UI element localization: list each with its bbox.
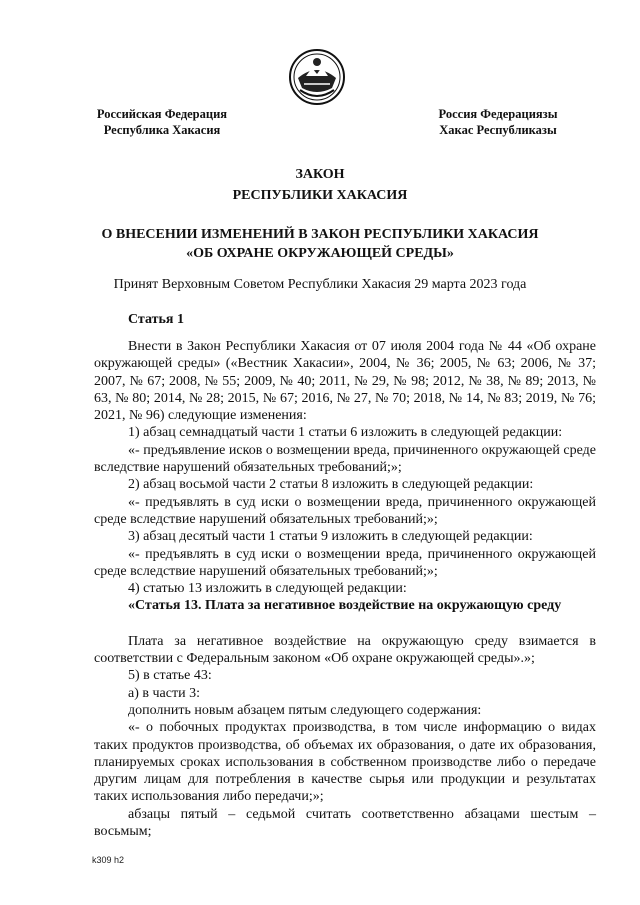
paragraph: «- предъявлять в суд иски о возмещении вреда, причиненного окружающей среде вследствие нарушений обязательных требований;»;	[94, 494, 596, 527]
paragraph: 5) в статье 43:	[128, 668, 212, 684]
coat-of-arms-emblem	[288, 48, 346, 106]
paragraph: дополнить новым абзацем пятым следующего содержания:	[128, 702, 482, 718]
header-right-line-1: Россия Федерациязы	[438, 107, 558, 121]
paragraph: Плата за негативное воздействие на окружающую среду взимается в соответствии с Федеральным законом «Об охране окружающей среды».»;	[94, 633, 596, 667]
paragraph: «- предъявлять в суд иски о возмещении вреда, причиненного окружающей среде вследствие нарушений обязательных требований;»;	[94, 546, 596, 579]
paragraph: 2) абзац восьмой части 2 статьи 8 изложить в следующей редакции:	[128, 477, 534, 493]
law-subtitle	[60, 225, 580, 263]
paragraph: абзацы пятый – седьмой считать соответственно абзацами шестым – восьмым;	[94, 806, 596, 840]
header-right-line-2: Хакас Республиказы	[439, 123, 557, 137]
paragraph: Внести в Закон Республики Хакасия от 07 июля 2004 года № 44 «Об охране окружающей среды» («Вестник Хакасии», 2004, № 36; 2005, № 63; 2006, № 37; 2007, № 67; 2008, № 55; 2009, № 40; 2011, № 29, № 98; 2012, № 38, № 89; 2013, № 63, № 80; 2014, № 28; 2015, № 67; 2016, № 27, № 70; 2018, № 14, № 83; 2019, № 76; 2021, № 96) следующие изменения:	[94, 339, 596, 424]
article-body	[94, 338, 596, 840]
law-subtitle-line-2: «ОБ ОХРАНЕ ОКРУЖАЮЩЕЙ СРЕДЫ»	[186, 246, 454, 261]
law-title-line-1: ЗАКОН	[295, 167, 345, 182]
article-13-heading: «Статья 13. Плата за негативное воздействие на окружающую среду	[128, 598, 562, 614]
paragraph: 1) абзац семнадцатый части 1 статьи 6 изложить в следующей редакции:	[128, 425, 563, 441]
paragraph: «- предъявление исков о возмещении вреда, причиненного окружающей среде вследствие нарушений обязательных требований;»;	[94, 442, 596, 476]
adoption-statement: Принят Верховным Советом Республики Хакасия 29 марта 2023 года	[113, 277, 527, 292]
header-left-line-1: Российская Федерация	[96, 107, 228, 121]
law-subtitle-line-1: О ВНЕСЕНИИ ИЗМЕНЕНИЙ В ЗАКОН РЕСПУБЛИКИ ХАКАСИЯ	[101, 227, 539, 242]
paragraph: «- о побочных продуктах производства, в том числе информацию о видах таких продуктов производства, об объемах их образования, о дате их образования, планируемых сроках использования в собственном производстве либо о передаче другим лицам для потребления в качестве сырья или продукции и результатах таких использования либо передачи;»;	[94, 720, 596, 805]
footer-code: k309 h2	[92, 855, 125, 865]
paragraph: 4) статью 13 изложить в следующей редакции:	[128, 581, 407, 597]
header-right-khakas	[408, 106, 588, 138]
paragraph: а) в части 3:	[128, 685, 200, 701]
law-title	[60, 164, 580, 206]
article-heading: Статья 1	[128, 312, 184, 327]
law-title-line-2: РЕСПУБЛИКИ ХАКАСИЯ	[232, 188, 408, 203]
header-left-russian	[92, 106, 232, 138]
header-left-line-2: Республика Хакасия	[103, 123, 221, 137]
paragraph: 3) абзац десятый части 1 статьи 9 изложить в следующей редакции:	[128, 529, 533, 545]
